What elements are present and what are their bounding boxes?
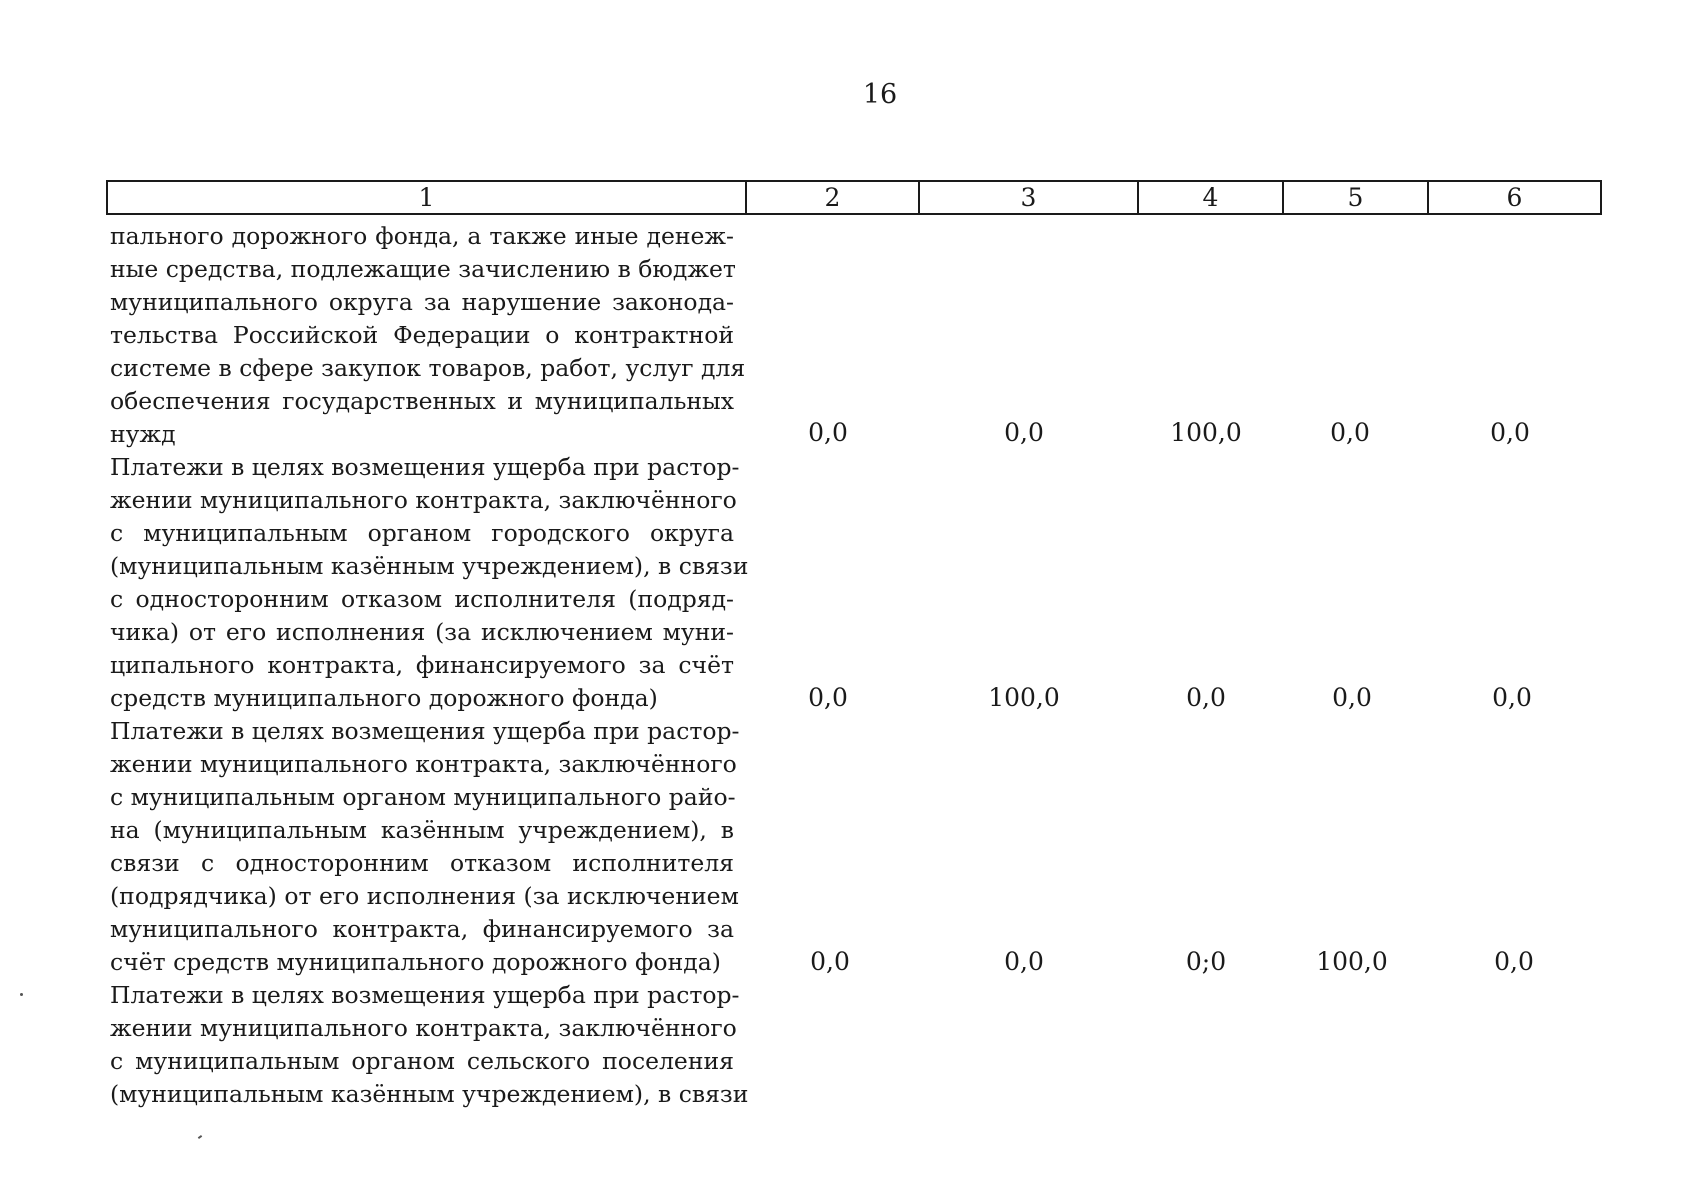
- text-line: пального дорожного фонда, а также иные денеж-: [110, 222, 734, 250]
- column-header-5: 5: [1283, 181, 1428, 214]
- text-line: жении муниципального контракта, заключённого: [110, 486, 737, 514]
- row-1-description: [110, 220, 746, 451]
- column-header-2: 2: [746, 181, 919, 214]
- row-2-description: [110, 451, 749, 715]
- row-3-value-col2: 0,0: [810, 947, 850, 976]
- scan-speck: [198, 1135, 202, 1139]
- row-1-value-col4: 100,0: [1170, 418, 1242, 447]
- row-2-value-col4: 0,0: [1186, 683, 1226, 712]
- row-1-value-col6: 0,0: [1490, 418, 1530, 447]
- row-1-value-col2: 0,0: [808, 418, 848, 447]
- text-line: тельства Российской Федерации о контрактной: [110, 321, 734, 349]
- text-line: жении муниципального контракта, заключённого: [110, 750, 737, 778]
- text-line: Платежи в целях возмещения ущерба при растор-: [110, 717, 740, 745]
- text-line: жении муниципального контракта, заключённого: [110, 1014, 737, 1042]
- text-line: муниципального контракта, финансируемого за: [110, 915, 734, 943]
- text-line: нужд: [110, 420, 176, 448]
- row-1-value-col3: 0,0: [1004, 418, 1044, 447]
- header-row: [107, 181, 1601, 214]
- scan-speck: [20, 993, 23, 996]
- text-line: (подрядчика) от его исполнения (за исключением: [110, 882, 739, 910]
- text-line: на (муниципальным казённым учреждением), в: [110, 816, 734, 844]
- row-3-value-col4: 0;0: [1185, 947, 1227, 976]
- text-line: Платежи в целях возмещения ущерба при растор-: [110, 453, 740, 481]
- column-header-4: 4: [1138, 181, 1283, 214]
- text-line: с муниципальным органом городского округа: [110, 519, 734, 547]
- column-header-6: 6: [1428, 181, 1601, 214]
- text-line: муниципального округа за нарушение законода-: [110, 288, 734, 316]
- row-2-value-col3: 100,0: [988, 683, 1060, 712]
- text-line: (муниципальным казённым учреждением), в связи: [110, 1080, 749, 1108]
- column-header-1: 1: [107, 181, 746, 214]
- text-line: ципального контракта, финансируемого за счёт: [110, 651, 734, 679]
- row-3-description: [110, 715, 740, 979]
- row-3-value-col5: 100,0: [1316, 947, 1388, 976]
- text-line: чика) от его исполнения (за исключением муни-: [110, 618, 734, 646]
- text-line: системе в сфере закупок товаров, работ, услуг для: [110, 354, 746, 382]
- row-1-value-col5: 0,0: [1330, 418, 1370, 447]
- column-header-3: 3: [919, 181, 1138, 214]
- text-line: с муниципальным органом сельского поселения: [110, 1047, 734, 1075]
- row-2-value-col6: 0,0: [1492, 683, 1532, 712]
- text-line: Платежи в целях возмещения ущерба при растор-: [110, 981, 740, 1009]
- table-header: [106, 180, 1602, 215]
- page-number: 16: [862, 79, 898, 110]
- text-line: обеспечения государственных и муниципальных: [110, 387, 734, 415]
- text-line: связи с односторонним отказом исполнителя: [110, 849, 734, 877]
- text-line: счёт средств муниципального дорожного фонда): [110, 948, 721, 976]
- row-4-description: [110, 979, 749, 1111]
- text-line: ные средства, подлежащие зачислению в бюджет: [110, 255, 736, 283]
- text-line: с муниципальным органом муниципального райо-: [110, 783, 736, 811]
- text-line: (муниципальным казённым учреждением), в связи: [110, 552, 749, 580]
- row-3-value-col3: 0,0: [1004, 947, 1044, 976]
- row-2-value-col2: 0,0: [808, 683, 848, 712]
- text-line: с односторонним отказом исполнителя (подряд-: [110, 585, 734, 613]
- row-3-value-col6: 0,0: [1494, 947, 1534, 976]
- row-2-value-col5: 0,0: [1332, 683, 1372, 712]
- text-line: средств муниципального дорожного фонда): [110, 684, 658, 712]
